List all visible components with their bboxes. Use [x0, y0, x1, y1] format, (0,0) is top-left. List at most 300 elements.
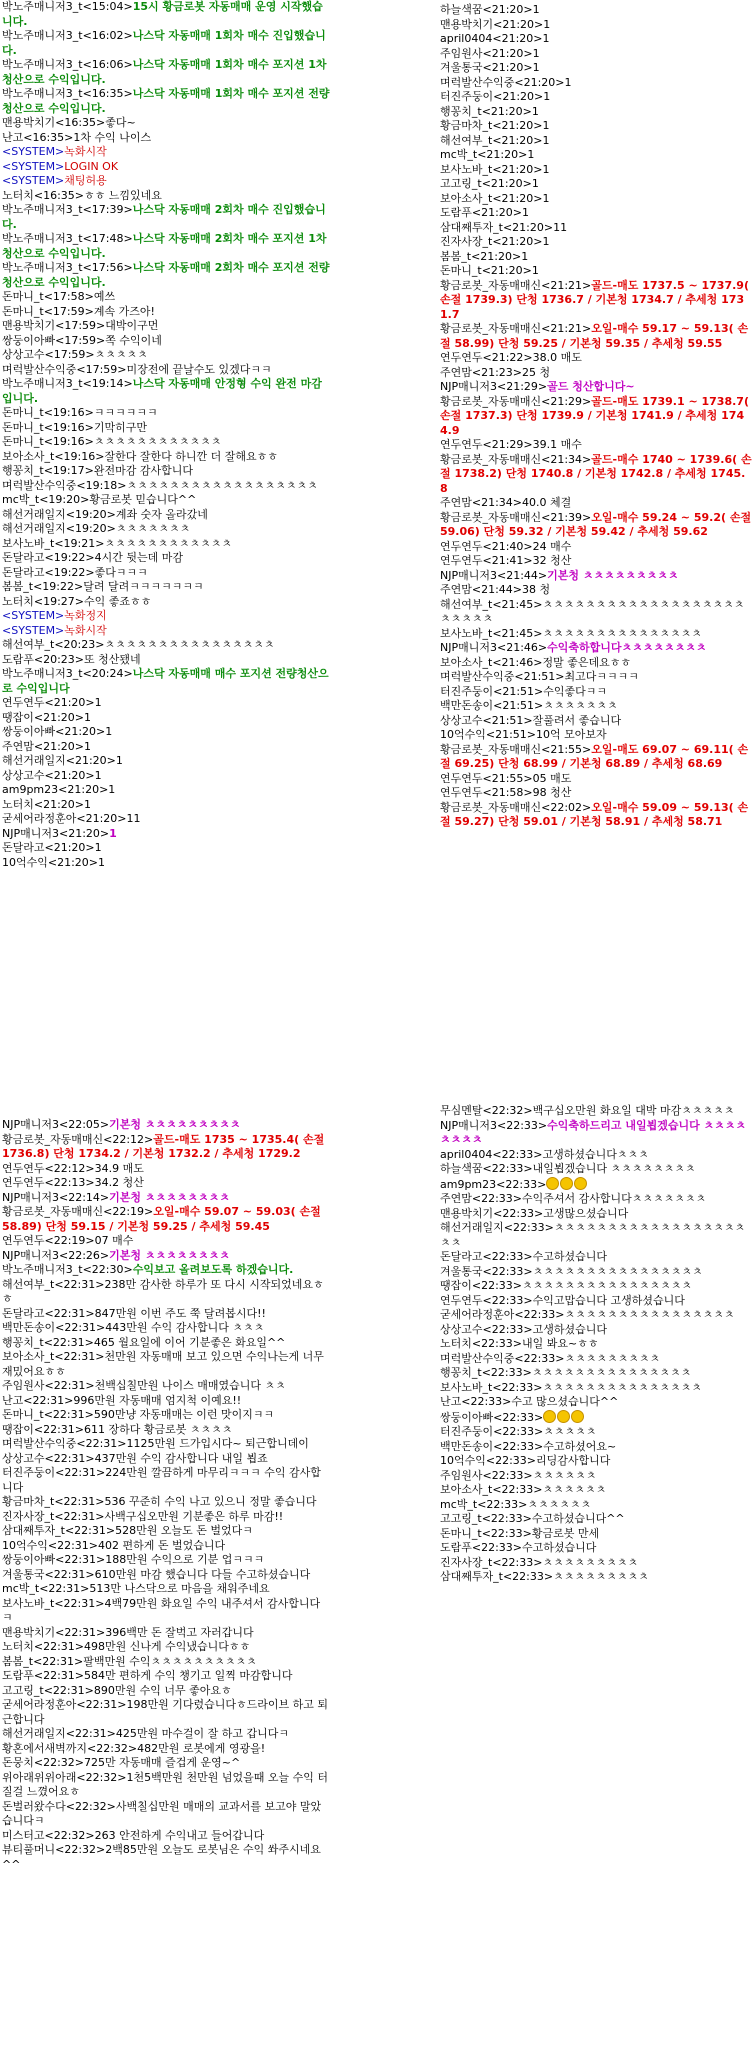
chat-message-text: ㅊㅊㅊㅊㅊㅊㅊㅊㅊㅊㅊㅊㅊㅊㅊㅊ [564, 1308, 735, 1321]
chat-speaker: 해선거래일지<21:20> [2, 754, 116, 767]
smiley-face-icon [546, 1177, 559, 1190]
chat-speaker: 주임원사<22:31> [2, 1379, 95, 1392]
chat-speaker: 주연맘<21:20> [2, 739, 85, 753]
chat-message [2, 1771, 330, 1800]
smiley-face-icon [560, 1177, 573, 1190]
chat-message-text: 1 [98, 855, 106, 869]
chat-message-text: 수익보고 올려보도록 하겠습니다. [132, 1263, 294, 1276]
chat-message [2, 1524, 330, 1539]
chat-message-text: 443만원 수익 감사합니다 ㅊㅊㅊ [105, 1321, 265, 1334]
chat-speaker: 연두연두<22:12> [2, 1161, 95, 1175]
chat-message [2, 1684, 330, 1699]
chat-message [440, 250, 752, 265]
chat-speaker: 돈달라고<22:33> [440, 1250, 533, 1263]
chat-message [2, 856, 330, 871]
chat-speaker: 보아소사_t<22:33> [440, 1483, 543, 1496]
chat-message [440, 61, 752, 76]
chat-message [440, 453, 752, 497]
chat-message-text: 오일-매수 59.09 ~ 59.13( 손절 59.27) 단청 59.01 / 기본청 58.91 / 추세청 58.71 [440, 800, 749, 828]
chat-message-text: ㅊㅊㅊㅊㅊㅊㅊㅊㅊㅊㅊㅊㅊㅊㅊㅊㅊㅊㅊㅊ [440, 1221, 746, 1249]
chat-message [440, 1148, 752, 1163]
chat-speaker: 도람푸<22:31> [2, 1669, 85, 1682]
chat-message-text: 39.1 매수 [532, 438, 582, 451]
chat-message-text: ㅊㅊㅊㅊㅊㅊㅊㅊㅊㅊㅊㅊㅊㅊㅊㅊ [522, 1279, 693, 1292]
chat-speaker: 연두연두<21:55> [440, 771, 533, 785]
chat-message-text: 천만원 자동매매 보고 있으면 수익나는게 너무 재밌어요ㅎㅎ [2, 1350, 328, 1378]
chat-speaker: 맨용박치기<17:59> [2, 319, 106, 332]
chat-message [440, 177, 752, 192]
chat-message [440, 134, 752, 149]
chat-message-text: 대박이구먼 [105, 319, 159, 332]
chat-message-text: ㅊㅊㅊㅊㅊ [94, 348, 148, 361]
chat-speaker: 주연맘<21:23> [440, 365, 523, 379]
chat-speaker: 10억수익<21:20> [2, 855, 99, 869]
chat-speaker: 노터치<16:35> [2, 188, 85, 202]
chat-speaker: 백만돈송이<22:33> [440, 1439, 544, 1453]
chat-message [2, 1756, 330, 1771]
chat-speaker: 며럭발산수익중<17:59> [2, 362, 127, 376]
chat-message-text: 오일-매수 59.24 ~ 59.2( 손절 59.06) 단청 59.32 / 기본청 59.42 / 추세청 59.62 [440, 510, 755, 538]
chat-speaker: 주연맘<21:44> [440, 583, 523, 596]
chat-speaker: 고고링_t<22:31> [2, 1683, 94, 1697]
chat-message [2, 551, 330, 566]
chat-message-text: 1 [521, 249, 529, 263]
chat-message-text: 1 [94, 841, 102, 854]
chat-message-text: 1 [108, 783, 116, 796]
chat-message [2, 58, 330, 87]
chat-message-text: 1 [84, 797, 92, 811]
chat-speaker: 주연맘<22:33> [440, 1192, 523, 1205]
chat-message-text: 수고하셨습니다 [522, 1541, 597, 1554]
chat-message [2, 1278, 330, 1307]
chat-message [2, 493, 330, 508]
chat-message [2, 522, 330, 537]
chat-speaker: 뷰티풀머니<22:32> [2, 1843, 106, 1856]
chat-message-text: 계좌 숫자 올라갔네 [115, 507, 208, 521]
chat-message [2, 537, 330, 552]
chat-message-text: ㅋㅋㅋㅋㅋㅋ [93, 406, 158, 419]
chat-message [440, 380, 752, 395]
chat-speaker: 쌍둥이아빠<21:20> [2, 725, 106, 738]
chat-message [2, 1234, 330, 1249]
chat-message-text: 골드-매수 1740 ~ 1739.6( 손절 1738.2) 단청 1740.8 / 기본청 1742.8 / 추세청 1745.8 [440, 452, 752, 495]
chat-speaker: 겨울통국<22:31> [2, 1567, 95, 1581]
chat-speaker: NJP매니저3<21:44> [440, 568, 548, 582]
chat-message [2, 1582, 330, 1597]
chat-message [2, 290, 330, 305]
chat-message [440, 554, 752, 569]
chat-speaker: 굳세어라정훈아<21:20> [2, 812, 127, 825]
chat-speaker: 연두연두<21:22> [440, 351, 533, 364]
chat-message [440, 322, 752, 351]
chat-message-text: 1 [522, 206, 530, 219]
chat-message [2, 1437, 330, 1452]
chat-message-text: ㅊㅊㅊㅊㅊㅊㅊㅊㅊㅊㅊㅊㅊㅊㅊㅊ [104, 638, 275, 651]
chat-message [2, 1379, 330, 1394]
chat-message [440, 1177, 752, 1193]
chat-message-text: 198만원 기다렸습니다ㅎ드라이브 하고 퇴근합니다 [2, 1698, 329, 1726]
smiley-face-icon [571, 1410, 584, 1423]
chat-speaker: 보아소사_t<19:16> [2, 449, 105, 463]
chat-message [2, 1829, 330, 1844]
chat-message [440, 714, 752, 729]
chat-speaker: 터진주둥이<22:31> [2, 1466, 106, 1479]
smiley-face-icon [557, 1410, 570, 1423]
chat-message-text: 녹화정지 [64, 609, 107, 622]
chat-message [440, 221, 752, 236]
chat-message [440, 641, 752, 656]
chat-message-text: 610만원 마감 했습니다 다들 수고하셨습니다 [94, 1567, 311, 1581]
chat-message [2, 711, 330, 726]
chat-message-text: 좋다ㅋㅋㅋ [94, 565, 148, 579]
chat-message [2, 348, 330, 363]
chat-message-text: 725만 자동매매 즐겁게 운영~^ [84, 1756, 241, 1769]
chat-speaker: 도람푸<20:23> [2, 652, 85, 666]
chat-speaker: 노터치<22:33> [440, 1337, 523, 1350]
chat-message-text: 나스닥 자동매매 매수 포지션 전량청산으로 수익입니다 [2, 667, 329, 695]
chat-speaker: 해선여부_t<20:23> [2, 638, 105, 651]
chat-message [2, 435, 330, 450]
chat-message-text: 기본청 ㅊㅊㅊㅊㅊㅊㅊㅊ [109, 1248, 230, 1262]
chat-speaker: 돈뭉치<22:32> [2, 1756, 85, 1769]
chat-message [2, 1336, 330, 1351]
chat-speaker: am9pm23<21:20> [2, 783, 109, 796]
chat-message [440, 1425, 752, 1440]
chat-message-text: 1 [527, 148, 535, 161]
chat-message [2, 1423, 330, 1438]
chat-message [2, 406, 330, 421]
chat-message [2, 1452, 330, 1467]
chat-log-panel-bottom-left [2, 1118, 330, 2054]
chat-message-text: 590만냥 자동매매는 이런 맛이지ㅋㅋ [93, 1408, 275, 1421]
chat-message-text: 수익고맙습니다 고생하셨습니다 [532, 1293, 685, 1307]
chat-speaker: <SYSTEM> [2, 623, 65, 637]
chat-message-text: 07 매수 [94, 1234, 134, 1247]
chat-speaker: 노터치<21:20> [2, 797, 85, 811]
smiley-face-icon [543, 1410, 556, 1423]
chat-message [440, 1395, 752, 1410]
chat-message [2, 1191, 330, 1206]
chat-message [440, 351, 752, 366]
chat-speaker: 돈마니_t<22:33> [440, 1526, 532, 1540]
chat-message-text: 1 [94, 768, 102, 782]
chat-message-text: 1 [532, 3, 540, 16]
chat-message [2, 1553, 330, 1568]
chat-speaker: 박노주매니저3_t<16:02> [2, 29, 133, 42]
chat-message-text: 1 [542, 133, 550, 147]
chat-message-text: 402 편하게 돈 벌었습니다 [98, 1538, 226, 1552]
chat-speaker: 봄봄_t<22:31> [2, 1654, 84, 1668]
chat-speaker: 돈벌러왔수다<22:32> [2, 1799, 116, 1813]
chat-message [440, 685, 752, 700]
chat-message-text: 또 청산됐네 [84, 652, 141, 666]
chat-message-text: 나스닥 자동매매 1회차 매수 진입했습니다. [2, 29, 326, 57]
chat-message [2, 1350, 330, 1379]
chat-message-text: 1 [109, 826, 117, 840]
chat-message [2, 479, 330, 494]
chat-message-text: 나스닥 자동매매 2회차 매수 진입했습니다. [2, 203, 326, 231]
chat-message [2, 812, 330, 827]
chat-message-text: 사백구십오만원 기분좋은 하루 마감!! [104, 1509, 284, 1523]
chat-message-text: 498만원 신나게 수익냈습니다ㅎㅎ [84, 1640, 251, 1653]
chat-message [440, 786, 752, 801]
chat-message-text: 잘한다 잘한다 하니깐 더 잘해요ㅎㅎ [104, 449, 278, 463]
chat-message-text: 나스닥 자동매매 안정형 수익 완전 마감입니다. [2, 377, 322, 405]
chat-speaker: 겨울통국<21:20> [440, 61, 533, 74]
chat-speaker: 주임원사<22:33> [440, 1468, 533, 1482]
chat-message [440, 1192, 752, 1207]
chat-message-text: 계속 가즈아! [93, 304, 155, 318]
chat-message-text: 425만원 마수걸이 잘 하고 갑니다ㅋ [115, 1727, 290, 1740]
chat-speaker: 땡잡이<22:31> [2, 1422, 85, 1436]
chat-message-text: 나스닥 자동매매 2회차 매수 포지션 전량 청산으로 수익입니다. [2, 261, 334, 289]
chat-message [2, 1568, 330, 1583]
chat-speaker: april0404<22:33> [440, 1147, 543, 1161]
chat-message [2, 1263, 330, 1278]
chat-message [2, 725, 330, 740]
chat-speaker: 하늘색꿈<22:33> [440, 1162, 533, 1175]
chat-message-text: 수익주셔서 감사합니다ㅊㅊㅊㅊㅊㅊㅊ [522, 1192, 707, 1205]
chat-speaker: 맨용박치기<21:20> [440, 17, 544, 31]
chat-log-panel-bottom-right [440, 1104, 752, 1824]
chat-speaker: 도람푸<22:33> [440, 1541, 523, 1554]
chat-speaker: 무심멘탈<22:32> [440, 1104, 533, 1117]
chat-message-text: 좋다~ [105, 116, 136, 129]
chat-message-text: 188만원 수익으로 기분 업ㅋㅋㅋ [105, 1553, 265, 1566]
chat-message-text: ㅊㅊㅊㅊㅊㅊㅊㅊㅊ [542, 1555, 639, 1569]
chat-message [2, 1626, 330, 1641]
chat-message [2, 1539, 330, 1554]
chat-message [440, 366, 752, 381]
chat-speaker: 10억수익<21:51> [440, 728, 537, 741]
chat-message [2, 1394, 330, 1409]
chat-message-text: 25 청 [522, 365, 551, 379]
chat-message-text: 달려 달려ㅋㅋㅋㅋㅋㅋㅋ [83, 580, 204, 593]
chat-message-text: 1 [532, 46, 540, 60]
chat-message [2, 189, 330, 204]
chat-message-text: 1 [531, 104, 539, 118]
chat-message-text: ㅊㅊㅊㅊㅊㅊㅊ [543, 699, 618, 712]
chat-message-text: 1 [84, 710, 92, 724]
chat-speaker: 돈마니_t<21:20> [440, 264, 532, 277]
chat-message-text: ㅊㅊㅊㅊㅊㅊㅊㅊㅊㅊㅊㅊㅊㅊㅊ [542, 626, 702, 640]
chat-message-text: 15시 황금로봇 자동매매 운영 시작했습니다. [2, 0, 323, 28]
chat-message [2, 1176, 330, 1191]
chat-message [440, 90, 752, 105]
chat-speaker: <SYSTEM> [2, 159, 65, 173]
chat-message [440, 1570, 752, 1585]
chat-message [2, 450, 330, 465]
chat-speaker: 며럭발산수익중<21:20> [440, 75, 565, 89]
chat-message-text: 오일-매수 59.07 ~ 59.03( 손절 58.89) 단청 59.15 / 기본청 59.25 / 추세청 59.45 [2, 1205, 325, 1233]
chat-speaker: 노터치<22:31> [2, 1640, 85, 1653]
chat-speaker: am9pm23<22:33> [440, 1177, 547, 1191]
chat-message-text: 890만원 수익 너무 좋아요ㅎ [93, 1683, 232, 1697]
chat-message-text: ㅊㅊㅊㅊㅊㅊㅊㅊㅊㅊㅊㅊ [93, 435, 222, 448]
chat-message-text: 1 [532, 61, 540, 74]
chat-message [440, 148, 752, 163]
chat-speaker: 삼대째투자_t<21:20> [440, 220, 554, 234]
chat-message-text: ㅊㅊㅊㅊㅊㅊㅊㅊㅊㅊㅊㅊㅊㅊㅊ [542, 1380, 702, 1394]
chat-speaker: 돈마니_t<17:59> [2, 304, 94, 318]
chat-message [2, 377, 330, 406]
chat-message-text: 황금로봇 믿습니다^^ [89, 493, 197, 506]
chat-message-text: 수익좋다ㅋㅋ [543, 684, 608, 698]
chat-message [440, 1541, 752, 1556]
chat-speaker: 황금로봇_자동매매신<22:02> [440, 800, 592, 814]
chat-message-text: 골드-매도 1737.5 ~ 1737.9( 손절 1739.3) 단청 1736.7 / 기본청 1734.7 / 추세청 1731.7 [440, 278, 753, 321]
chat-message [2, 1669, 330, 1684]
chat-message [440, 1337, 752, 1352]
chat-speaker: 위아래위위아래<22:32> [2, 1770, 127, 1784]
chat-message-text: 백구십오만원 화요일 대박 마감ㅊㅊㅊㅊㅊ [532, 1104, 735, 1117]
chat-speaker: 상상고수<21:51> [440, 713, 533, 727]
chat-speaker: 황금로봇_자동매매신<21:29> [440, 394, 592, 408]
chat-speaker: 보아소사_t<22:31> [2, 1350, 105, 1363]
chat-speaker: 삼대째투자_t<22:31> [2, 1524, 116, 1537]
chat-message-text: 수고하셨습니다 [532, 1250, 608, 1263]
chat-speaker: 돈마니_t<17:58> [2, 290, 94, 303]
chat-message-text: 오일-매도 69.07 ~ 69.11( 손절 69.25) 단청 68.99 / 기본청 68.89 / 추세청 68.69 [440, 742, 749, 770]
chat-message-text: 골드-매도 1735 ~ 1735.4( 손절 1736.8) 단청 1734.2 / 기본청 1732.2 / 추세청 1729.2 [2, 1132, 329, 1160]
chat-message [2, 1118, 330, 1133]
chat-message-text: 기본청 ㅊㅊㅊㅊㅊㅊㅊㅊㅊ [109, 1118, 241, 1131]
chat-message-text: 팔백만원 수익ㅊㅊㅊㅊㅊㅊㅊㅊㅊㅊ [83, 1654, 257, 1668]
chat-message-text: 1125만원 드가입시다~ 퇴근합니데이 [126, 1437, 309, 1450]
chat-message [440, 192, 752, 207]
chat-message [2, 580, 330, 595]
chat-message-text: 녹화시작 [64, 623, 107, 637]
chat-speaker: 봄봄_t<19:22> [2, 580, 84, 593]
chat-speaker: 터진주둥이<21:20> [440, 90, 544, 103]
chat-speaker: 해선거래일지<19:20> [2, 522, 116, 535]
chat-speaker: 해선여부_t<21:45> [440, 597, 543, 611]
chat-message-text: 잘풀려서 좋습니다 [532, 713, 622, 727]
chat-speaker: NJP매니저3<21:20> [2, 826, 110, 840]
chat-speaker: 행꽁치_t<22:31> [2, 1335, 94, 1349]
chat-message-text: 나스닥 자동매매 2회차 매수 포지션 1차 청산으로 수익입니다. [2, 232, 331, 260]
chat-speaker: <SYSTEM> [2, 145, 65, 158]
chat-message-text: 1 [542, 235, 550, 248]
chat-message [2, 1495, 330, 1510]
chat-message [2, 609, 330, 624]
chat-message-text: 수고하셨습니다^^ [531, 1512, 625, 1525]
chat-speaker: 난고<16:35> [2, 130, 74, 144]
chat-message-text: 내일 봐요~ㅎㅎ [522, 1337, 599, 1350]
chat-message-text: 996만원 자동매매 엄지척 이예요!! [73, 1393, 242, 1407]
chat-speaker: 쌍둥이아빠<17:59> [2, 333, 106, 347]
chat-message [440, 496, 752, 511]
chat-message [440, 1221, 752, 1250]
chat-message-text: 1 [542, 119, 550, 132]
chat-speaker: 해선거래일지<19:20> [2, 507, 116, 521]
chat-speaker: 쌍둥이아빠<22:31> [2, 1553, 106, 1566]
chat-speaker: 돈달라고<19:22> [2, 551, 95, 564]
chat-message-text: ㅊㅊㅊㅊㅊㅊ [542, 1483, 607, 1496]
chat-speaker: 연두연두<22:33> [440, 1293, 533, 1307]
chat-speaker: 굳세어라정훈아<22:33> [440, 1308, 565, 1321]
chat-speaker: 황금로봇_자동매매신<22:12> [2, 1132, 154, 1146]
chat-message-text: 34.9 매도 [94, 1161, 144, 1175]
chat-message [2, 1321, 330, 1336]
chat-message [440, 801, 752, 830]
chat-message-text: 수익축하드리고 내일뵙겠습니다 ㅊㅊㅊㅊㅊㅊㅊㅊ [440, 1118, 747, 1146]
chat-message-text: ㅊㅊㅊㅊㅊㅊㅊㅊㅊㅊㅊㅊ [104, 536, 232, 550]
chat-speaker: 연두연두<21:40> [440, 539, 533, 553]
chat-message [2, 305, 330, 320]
chat-message [2, 783, 330, 798]
chat-message [440, 510, 755, 540]
chat-message [440, 1308, 752, 1323]
chat-speaker: 하늘색꿈<21:20> [440, 3, 533, 16]
chat-message [440, 1469, 752, 1484]
chat-message-text: 611 장하다 황금로봇 ㅊㅊㅊㅊ [84, 1422, 233, 1436]
chat-message [2, 174, 330, 189]
chat-speaker: 박노주매니저3_t<17:39> [2, 203, 133, 216]
chat-speaker: 행꽁치_t<21:20> [440, 104, 532, 118]
chat-message [2, 145, 330, 160]
chat-message-text: ㅊㅊㅊㅊㅊㅊㅊㅊㅊ [553, 1570, 649, 1583]
chat-message-text: 수고하셨어요~ [543, 1439, 617, 1453]
chat-message [2, 638, 330, 653]
chat-speaker: 연두연두<22:13> [2, 1176, 95, 1189]
chat-speaker: 며럭발산수익중<19:18> [2, 478, 127, 492]
chat-message [2, 696, 330, 711]
chat-message [2, 160, 330, 175]
chat-message [2, 653, 330, 668]
chat-speaker: 돈달라고<21:20> [2, 841, 95, 854]
chat-message-text: 고생하셨습니다 [532, 1322, 608, 1336]
chat-speaker: 주연맘<21:34> [440, 496, 523, 509]
chat-speaker: 겨울통국<22:33> [440, 1264, 533, 1278]
chat-message-text: 1 [115, 754, 123, 767]
chat-message [440, 1265, 752, 1280]
chat-message-text: 완전마감 감사합니다 [93, 464, 193, 477]
chat-message-text: 224만원 깔끔하게 마무리ㅋㅋㅋ 수익 감사합니다 [2, 1466, 321, 1494]
chat-message-text: ㅊㅊㅊㅊㅊㅊㅊㅊㅊㅊㅊㅊㅊㅊㅊㅊ [532, 1264, 703, 1278]
chat-message [2, 1742, 330, 1757]
chat-speaker: <SYSTEM> [2, 174, 65, 187]
chat-speaker: 며럭발산수익중<21:51> [440, 670, 565, 683]
chat-speaker: 박노주매니저3_t<16:06> [2, 58, 133, 71]
chat-speaker: NJP매니저3<22:14> [2, 1190, 110, 1204]
chat-speaker: 황혼에서새벽까지<22:32> [2, 1741, 138, 1755]
chat-message-text: 4백79만원 화요일 수익 내주셔서 감사합니다ㅋ [2, 1596, 321, 1624]
chat-message [440, 699, 752, 714]
chat-message [440, 1410, 752, 1426]
chat-speaker: 보사노바_t<22:33> [440, 1380, 543, 1394]
chat-message [2, 1466, 330, 1495]
chat-message-text: ㅊㅊㅊㅊㅊ [543, 1425, 597, 1438]
chat-message [440, 627, 752, 642]
chat-message [440, 119, 752, 134]
chat-message [440, 1250, 752, 1265]
chat-message [2, 1133, 330, 1162]
chat-speaker: 상상고수<17:59> [2, 348, 95, 361]
chat-message-text: 오일-매수 59.17 ~ 59.13( 손절 58.99) 단청 59.25 / 기본청 59.35 / 추세청 59.55 [440, 322, 749, 350]
chat-message-text: ㅊㅊㅊㅊㅊㅊㅊㅊㅊㅊㅊㅊㅊㅊㅊ [531, 1366, 692, 1379]
chat-message-text: 사백칠십만원 매매의 교과서를 보고야 말았습니다ㅋ [2, 1799, 322, 1827]
chat-message [2, 827, 330, 842]
chat-message [2, 595, 330, 610]
chat-speaker: 돈마니_t<19:16> [2, 435, 94, 448]
chat-message [440, 235, 752, 250]
chat-speaker: 박노주매니저3_t<17:56> [2, 261, 133, 274]
chat-message [2, 363, 330, 378]
chat-speaker: 땡잡이<21:20> [2, 710, 85, 724]
chat-message-text: 528만원 오늘도 돈 벌었다ㅋ [115, 1524, 253, 1537]
chat-speaker: 황금마차_t<21:20> [440, 119, 543, 132]
